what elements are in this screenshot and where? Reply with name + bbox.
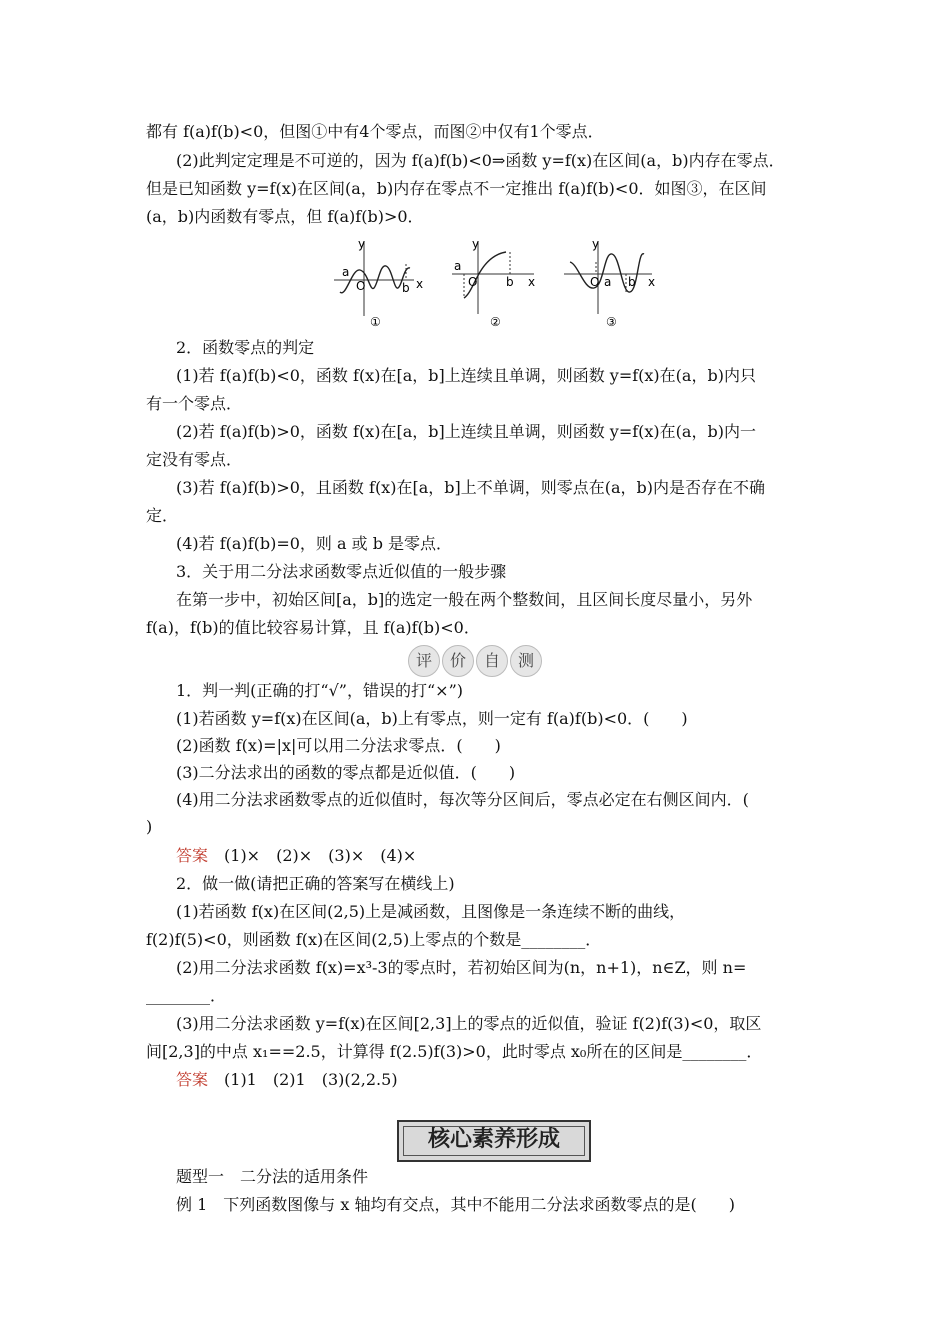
text-line: 定．	[146, 506, 179, 525]
point-b-label: b	[402, 281, 410, 295]
origin-label: O	[468, 275, 478, 289]
text-line: (2)此判定定理是不可逆的，因为 f(a)f(b)<0⇒函数 y=f(x)在区间(a，b)内存在零点．	[176, 151, 785, 170]
badge-char: 价	[442, 645, 474, 677]
question-item: (3)用二分法求函数 y=f(x)在区间[2,3]上的零点的近似值，验证 f(2)f(3)<0，取区	[176, 1014, 762, 1033]
axis-y-label: y	[592, 237, 600, 251]
question-item: (4)用二分法求函数零点的近似值时，每次等分区间后，零点必定在右侧区间内．(	[176, 790, 749, 809]
example-line: 例 1 下列函数图像与 x 轴均有交点，其中不能用二分法求函数零点的是( )	[176, 1195, 735, 1214]
text-line: (2)若 f(a)f(b)>0，函数 f(x)在[a，b]上连续且单调，则函数 y=f(x)在(a，b)内一	[176, 422, 756, 441]
point-b-label: b	[506, 275, 514, 289]
self-assessment-badge	[408, 645, 542, 675]
figure-3	[560, 238, 660, 328]
text-line: (a，b)内函数有零点，但 f(a)f(b)>0．	[146, 207, 424, 226]
text-line: 都有 f(a)f(b)<0，但图①中有4个零点，而图②中仅有1个零点．	[146, 122, 604, 141]
origin-label: O	[356, 279, 366, 293]
question-item: ________．	[146, 986, 227, 1005]
text-line: f(a)，f(b)的值比较容易计算，且 f(a)f(b)<0．	[146, 618, 480, 637]
answer-text: (1)1 (2)1 (3)(2,2.5)	[208, 1070, 398, 1089]
badge-char: 自	[476, 645, 508, 677]
question-item: (2)用二分法求函数 f(x)=x³-3的零点时，若初始区间为(n，n+1)，n∈Z，则 n=	[176, 958, 747, 977]
axis-y-label: y	[358, 237, 366, 251]
section-heading: 2．函数零点的判定	[176, 338, 315, 357]
answer-text: (1)× (2)× (3)× (4)×	[208, 846, 417, 865]
question-item: (1)若函数 f(x)在区间(2,5)上是减函数，且图像是一条连续不断的曲线，	[176, 902, 686, 921]
figure-2-label: ②	[490, 315, 501, 329]
point-a-label: a	[454, 259, 462, 273]
question-item: (2)函数 f(x)=|x|可以用二分法求零点．( )	[176, 736, 501, 755]
text-line: 但是已知函数 y=f(x)在区间(a，b)内存在零点不一定推出 f(a)f(b)<0．如图③，在区间	[146, 179, 767, 198]
answer-line	[176, 1069, 836, 1091]
axis-x-label: x	[528, 275, 536, 289]
answer-label: 答案	[176, 846, 209, 865]
text-line: (3)若 f(a)f(b)>0，且函数 f(x)在[a，b]上不单调，则零点在(a，b)内是否存在不确	[176, 478, 765, 497]
section-heading: 3．关于用二分法求函数零点近似值的一般步骤	[176, 562, 507, 581]
answer-label: 答案	[176, 1070, 209, 1089]
figure-1-label: ①	[370, 315, 381, 329]
section-title: 核心素养形成	[403, 1126, 585, 1156]
section-title-box	[397, 1120, 591, 1162]
origin-label: O	[590, 275, 600, 289]
text-line: 有一个零点．	[146, 394, 243, 413]
question-item: (3)二分法求出的函数的零点都是近似值．( )	[176, 763, 516, 782]
topic-heading: 题型一 二分法的适用条件	[176, 1167, 369, 1186]
axis-x-label: x	[648, 275, 656, 289]
question-heading: 1．判一判(正确的打“√”，错误的打“×”)	[176, 681, 463, 700]
question-item: )	[146, 817, 153, 836]
question-item: f(2)f(5)<0，则函数 f(x)在区间(2,5)上零点的个数是________．	[146, 930, 602, 949]
figure-3-label: ③	[606, 315, 617, 329]
text-line: (4)若 f(a)f(b)=0，则 a 或 b 是零点．	[176, 534, 453, 553]
figure-1	[330, 237, 424, 329]
axis-x-label: x	[416, 277, 424, 291]
text-line: 在第一步中，初始区间[a，b]的选定一般在两个整数间，且区间长度尽量小，另外	[176, 590, 753, 609]
axis-y-label: y	[472, 237, 480, 251]
point-a-label: a	[342, 265, 350, 279]
question-item: (1)若函数 y=f(x)在区间(a，b)上有零点，则一定有 f(a)f(b)<0．( )	[176, 709, 688, 728]
question-item: 间[2,3]的中点 x₁==2.5，计算得 f(2.5)f(3)>0，此时零点 x₀所在的区间是________．	[146, 1042, 763, 1061]
text-line: (1)若 f(a)f(b)<0，函数 f(x)在[a，b]上连续且单调，则函数 y=f(x)在(a，b)内只	[176, 366, 756, 385]
answer-line	[176, 845, 836, 867]
badge-char: 评	[408, 645, 440, 677]
badge-char: 测	[510, 645, 542, 677]
text-line: 定没有零点．	[146, 450, 243, 469]
question-heading: 2．做一做(请把正确的答案写在横线上)	[176, 874, 455, 893]
function-figures	[320, 238, 660, 328]
figure-2	[448, 238, 538, 328]
point-a-label: a	[604, 275, 612, 289]
point-b-label: b	[628, 275, 636, 289]
